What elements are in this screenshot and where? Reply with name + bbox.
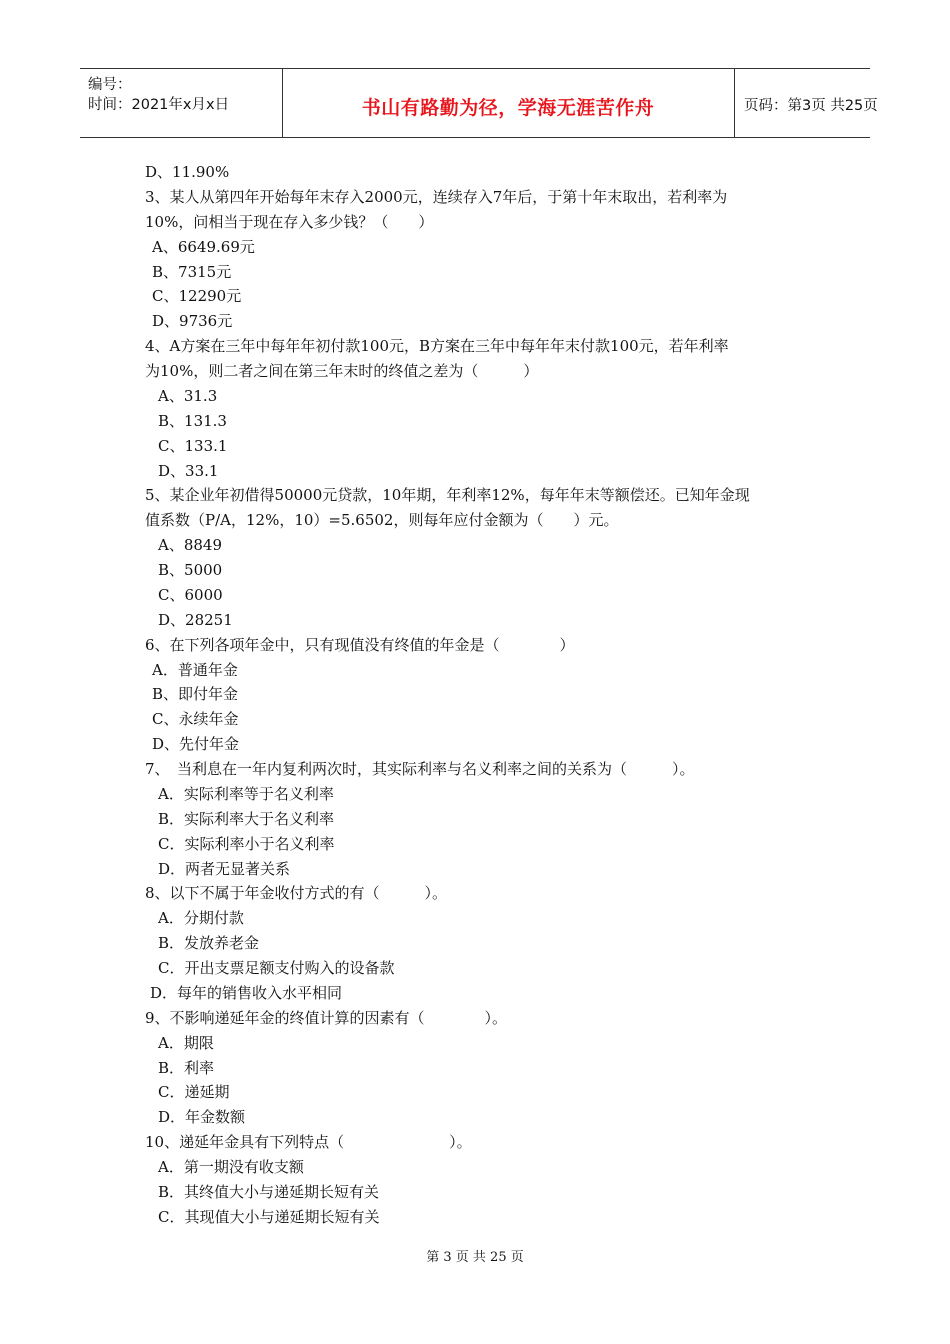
header-page-info: 页码：第3页 共25页 (744, 98, 878, 114)
header-motto-cell (282, 69, 735, 137)
text-line: B．发放养老金 (158, 934, 260, 952)
text-line: A．第一期没有收支额 (158, 1158, 304, 1176)
text-line: A．普通年金 (152, 661, 238, 679)
header-motto: 书山有路勤为径，学海无涯苦作舟 (361, 97, 655, 119)
text-line: C．其现值大小与递延期长短有关 (158, 1208, 380, 1226)
text-line: 10、递延年金具有下列特点（ ）。 (145, 1133, 472, 1151)
text-line: D．两者无显著关系 (158, 860, 291, 878)
header-left-cell (80, 69, 283, 137)
text-line: 5、某企业年初借得50000元贷款，10年期，年利率12%，每年年末等额偿还。已知年金现 (145, 486, 750, 504)
text-line: C．开出支票足额支付购入的设备款 (158, 959, 395, 977)
text-line: D．每年的销售收入水平相同 (150, 984, 343, 1002)
text-line: D、33.1 (158, 462, 219, 480)
text-line: C、6000 (158, 586, 223, 604)
text-line: C．递延期 (158, 1083, 230, 1101)
text-line: B、5000 (158, 561, 223, 579)
text-line: A．分期付款 (158, 909, 244, 927)
text-line: 3、某人从第四年开始每年末存入2000元，连续存入7年后，于第十年末取出，若利率为 (145, 188, 728, 206)
text-line: 6、在下列各项年金中，只有现值没有终值的年金是（ ） (145, 636, 575, 654)
text-line: B．其终值大小与递延期长短有关 (158, 1183, 380, 1201)
text-line: D、9736元 (152, 312, 233, 330)
text-line: A、6649.69元 (152, 238, 255, 256)
text-line: 10%，问相当于现在存入多少钱？（ ） (145, 213, 434, 231)
text-line: 4、A方案在三年中每年年初付款100元，B方案在三年中每年年末付款100元，若年利率 (145, 337, 729, 355)
text-line: A、8849 (158, 536, 223, 554)
text-line: B、7315元 (152, 263, 232, 281)
text-line: C、12290元 (152, 287, 242, 305)
text-line: B．实际利率大于名义利率 (158, 810, 335, 828)
text-line: C．实际利率小于名义利率 (158, 835, 335, 853)
text-line: C、133.1 (158, 437, 228, 455)
text-line: 值系数（P/A，12%，10）=5.6502，则每年应付金额为（ ）元。 (145, 511, 619, 529)
text-line: D、先付年金 (152, 735, 240, 753)
text-line: C、永续年金 (152, 710, 239, 728)
text-line: 7、 当利息在一年内复利两次时，其实际利率与名义利率之间的关系为（ ）。 (145, 760, 695, 778)
text-line: 为10%，则二者之间在第三年末时的终值之差为（ ） (145, 362, 539, 380)
text-line: A．期限 (158, 1034, 214, 1052)
document-date-label: 时间：2021年x月x日 (88, 97, 230, 113)
text-line: A、31.3 (158, 387, 218, 405)
text-line: 8、以下不属于年金收付方式的有（ ）。 (145, 884, 448, 902)
text-line: B、即付年金 (152, 685, 239, 703)
text-line: A．实际利率等于名义利率 (158, 785, 334, 803)
text-line: B、131.3 (158, 412, 227, 430)
text-line: D、28251 (158, 611, 233, 629)
text-line: D、11.90% (145, 163, 230, 181)
header-right-cell (734, 69, 878, 137)
document-number-label: 编号： (88, 77, 132, 93)
text-line: B．利率 (158, 1059, 215, 1077)
text-line: 9、不影响递延年金的终值计算的因素有（ ）。 (145, 1009, 508, 1027)
page-footer: 第 3 页 共 25 页 (426, 1250, 524, 1265)
text-line: D．年金数额 (158, 1108, 246, 1126)
page-header (80, 68, 878, 138)
